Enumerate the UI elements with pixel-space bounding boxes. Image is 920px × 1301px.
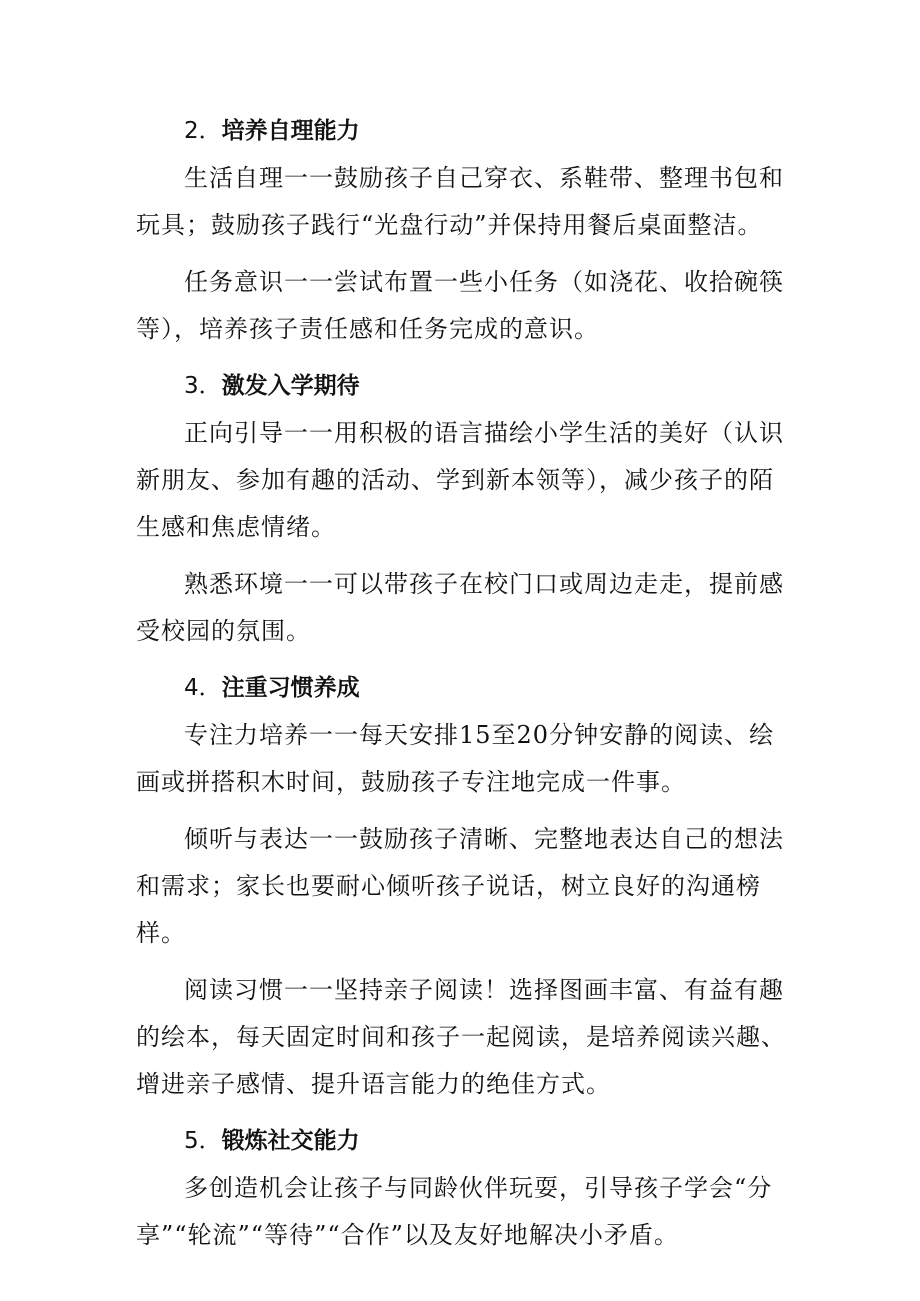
section-self-care xyxy=(136,108,796,353)
paragraph: 倾听与表达一一鼓励孩子清晰、完整地表达自己的想法和需求；家长也要耐心倾听孩子说话，树立良好的沟通榜样。 xyxy=(136,825,784,947)
paragraph: 熟悉环境一一可以带孩子在校门口或周边走走，提前感受校园的氛围。 xyxy=(136,570,784,645)
paragraph: 阅读习惯一一坚持亲子阅读！选择图画丰富、有益有趣的绘本，每天固定时间和孩子一起阅读，是培养阅读兴趣、增进亲子感情、提升语言能力的绝佳方式。 xyxy=(136,976,786,1098)
paragraph: 任务意识一一尝试布置一些小任务（如浇花、收拾碗筷等），培养孩子责任感和任务完成的意识。 xyxy=(136,268,784,343)
paragraph: 正向引导一一用积极的语言描绘小学生活的美好（认识新朋友、参加有趣的活动、学到新本领等），减少孩子的陌生感和焦虑情绪。 xyxy=(136,419,784,541)
section-social-skills xyxy=(136,1118,796,1259)
paragraph: 专注力培养一一每天安排15至20分钟安静的阅读、绘画或拼搭积木时间，鼓励孩子专注地完成一件事。 xyxy=(136,721,775,796)
paragraph: 多创造机会让孩子与同龄伙伴玩耍，引导孩子学会“分享”“轮流”“等待”“合作”以及友好地解决小矛盾。 xyxy=(136,1174,773,1249)
section-title: 注重习惯养成 xyxy=(221,675,360,701)
section-heading xyxy=(136,665,796,712)
section-number: 2． xyxy=(184,118,222,144)
section-number: 4． xyxy=(184,675,222,701)
section-title: 锻炼社交能力 xyxy=(221,1128,360,1154)
section-title: 培养自理能力 xyxy=(221,118,360,144)
section-habit-building xyxy=(136,665,796,1108)
section-title: 激发入学期待 xyxy=(221,373,360,399)
section-school-anticipation xyxy=(136,363,796,655)
section-number: 5． xyxy=(184,1128,222,1154)
section-heading xyxy=(136,363,796,410)
section-heading xyxy=(136,1118,796,1165)
paragraph: 生活自理一一鼓励孩子自己穿衣、系鞋带、整理书包和玩具；鼓励孩子践行“光盘行动”并保持用餐后桌面整洁。 xyxy=(136,164,784,239)
section-number: 3． xyxy=(184,373,222,399)
document-body xyxy=(136,108,796,1269)
section-heading xyxy=(136,108,796,155)
